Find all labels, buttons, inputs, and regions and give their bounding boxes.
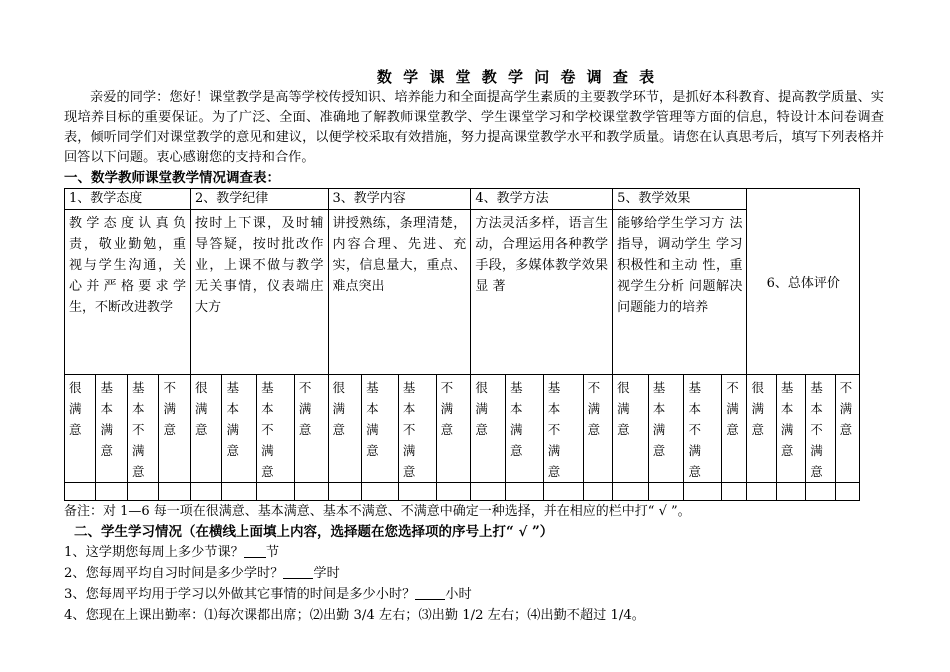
q1-answer-blank[interactable] — [244, 543, 266, 558]
check-cell[interactable] — [776, 483, 805, 501]
rating-check-row — [65, 483, 860, 501]
check-cell[interactable] — [835, 483, 859, 501]
option-basically-unsatisfied: 基本不满意 — [127, 375, 158, 483]
check-cell[interactable] — [543, 483, 583, 501]
option-unsatisfied: 不满意 — [835, 375, 859, 483]
option-basically-satisfied: 基本满意 — [96, 375, 127, 483]
option-very-satisfied: 很满意 — [190, 375, 221, 483]
option-very-satisfied: 很满意 — [328, 375, 362, 483]
check-cell[interactable] — [65, 483, 96, 501]
section2-title: 二、学生学习情况（在横线上面填上内容，选择题在您选择项的序号上打“ √ ”） — [74, 524, 554, 540]
section1-title: 一、数学教师课堂教学情况调查表： — [64, 170, 280, 186]
question-1: 1、这学期您每周上多少节课？ 节 — [64, 545, 280, 560]
table-note: 备注：对 1—6 每一项在很满意、基本满意、基本不满意、不满意中确定一种选择，并在相应的栏中打“ √ ”。 — [64, 504, 691, 519]
option-very-satisfied: 很满意 — [471, 375, 506, 483]
option-unsatisfied: 不满意 — [583, 375, 612, 483]
check-cell[interactable] — [613, 483, 649, 501]
criterion-desc-3: 讲授熟练，条理清楚，内容合理、先进、充实，信息量大，重点、难点突出 — [328, 210, 471, 375]
option-unsatisfied: 不满意 — [436, 375, 471, 483]
option-basically-satisfied: 基本满意 — [505, 375, 543, 483]
option-very-satisfied: 很满意 — [65, 375, 96, 483]
check-cell[interactable] — [362, 483, 399, 501]
option-unsatisfied: 不满意 — [294, 375, 328, 483]
check-cell[interactable] — [684, 483, 722, 501]
q2-answer-blank[interactable] — [283, 564, 313, 579]
criterion-header-3: 3、教学内容 — [328, 189, 471, 210]
check-cell[interactable] — [222, 483, 257, 501]
check-cell[interactable] — [159, 483, 191, 501]
option-very-satisfied: 很满意 — [613, 375, 649, 483]
option-basically-unsatisfied: 基本不满意 — [684, 375, 722, 483]
question-3: 3、您每周平均用于学习以外做其它事情的时间是多少小时？ 小时 — [64, 587, 472, 602]
overall-evaluation-header: 6、总体评价 — [747, 189, 860, 375]
check-cell[interactable] — [436, 483, 471, 501]
option-basically-satisfied: 基本满意 — [362, 375, 399, 483]
option-unsatisfied: 不满意 — [159, 375, 191, 483]
check-cell[interactable] — [127, 483, 158, 501]
option-basically-unsatisfied: 基本不满意 — [398, 375, 436, 483]
option-unsatisfied: 不满意 — [722, 375, 747, 483]
criterion-desc-2: 按时上下课，及时辅导答疑，按时批改作业，上课不做与教学无关事情，仪表端庄大方 — [190, 210, 328, 375]
check-cell[interactable] — [583, 483, 612, 501]
check-cell[interactable] — [294, 483, 328, 501]
option-basically-satisfied: 基本满意 — [648, 375, 684, 483]
option-basically-satisfied: 基本满意 — [776, 375, 805, 483]
question-4: 4、您现在上课出勤率：⑴每次课都出席；⑵出勤 3/4 左右；⑶出勤 1/2 左右；⑷出勤不超过 1/4。 — [64, 608, 645, 623]
criterion-header-2: 2、教学纪律 — [190, 189, 328, 210]
criterion-desc-4: 方法灵活多样，语言生动，合理运用各种教学手段，多媒体教学效果显 著 — [471, 210, 613, 375]
page-title: 数 学 课 堂 教 学 问 卷 调 查 表 — [376, 68, 658, 86]
check-cell[interactable] — [257, 483, 295, 501]
check-cell[interactable] — [505, 483, 543, 501]
survey-page — [64, 66, 890, 626]
option-basically-satisfied: 基本满意 — [222, 375, 257, 483]
criterion-header-5: 5、教学效果 — [613, 189, 747, 210]
check-cell[interactable] — [190, 483, 221, 501]
check-cell[interactable] — [471, 483, 506, 501]
check-cell[interactable] — [328, 483, 362, 501]
option-basically-unsatisfied: 基本不满意 — [257, 375, 295, 483]
criterion-header-1: 1、教学态度 — [65, 189, 191, 210]
option-basically-unsatisfied: 基本不满意 — [543, 375, 583, 483]
option-very-satisfied: 很满意 — [747, 375, 776, 483]
option-basically-unsatisfied: 基本不满意 — [806, 375, 835, 483]
criterion-desc-5: 能够给学生学习方 法指导，调动学生 学习积极性和主动 性，重视学生分析 问题解决问题能力的培养 — [613, 210, 747, 375]
check-cell[interactable] — [96, 483, 127, 501]
check-cell[interactable] — [722, 483, 747, 501]
question-2: 2、您每周平均自习时间是多少学时？ 学时 — [64, 566, 340, 581]
q3-answer-blank[interactable] — [415, 585, 445, 600]
check-cell[interactable] — [747, 483, 776, 501]
check-cell[interactable] — [398, 483, 436, 501]
evaluation-table — [64, 188, 860, 501]
criterion-desc-1: 教学态度认真负责，敬业勤勉，重视与学生沟通，关心并严格要求学生，不断改进教学 — [65, 210, 191, 375]
check-cell[interactable] — [806, 483, 835, 501]
intro-paragraph: 亲爱的同学：您好！课堂教学是高等学校传授知识、培养能力和全面提高学生素质的主要教学环节，是抓好本科教育、提高教学质量、实现培养目标的重要保证。为了广泛、全面、准确地了解教师课堂教学、学生课堂学习和学校课堂教学管理等方面的信息，特设计本问卷调查表，倾听同学们对课堂教学的意见和建议，以便学校采取有效措施，努力提高课堂教学水平和教学质量。请您在认真思考后，填写下列表格并回答以下问题。衷心感谢您的支持和合作。 — [64, 90, 884, 165]
rating-options-row — [65, 375, 860, 483]
criterion-header-4: 4、教学方法 — [471, 189, 613, 210]
check-cell[interactable] — [648, 483, 684, 501]
